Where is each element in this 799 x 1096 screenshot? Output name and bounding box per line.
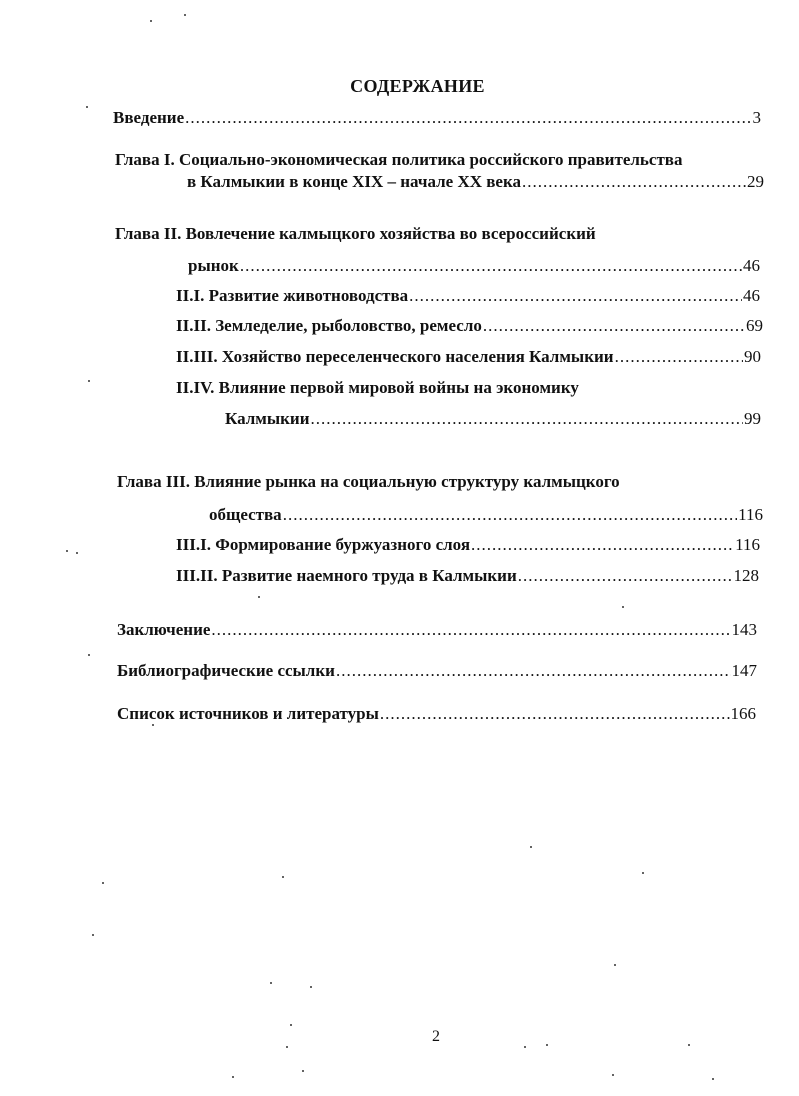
scan-speck <box>546 1044 548 1046</box>
toc-entry-page: 143 <box>731 620 757 639</box>
toc-entry-section-3-1 <box>176 535 760 557</box>
toc-entry-chapter-3-line1: Глава III. Влияние рынка на социальную структуру калмыцкого <box>117 472 620 491</box>
toc-entry-page: 3 <box>752 108 761 127</box>
scan-speck <box>282 876 284 878</box>
toc-entry-page: 147 <box>731 661 757 680</box>
toc-entry-text: Введение <box>113 108 185 127</box>
toc-leader-dots <box>283 505 737 525</box>
toc-leader-dots <box>518 566 733 586</box>
scan-speck <box>286 1046 288 1048</box>
toc-entry-text: в Калмыкии в конце XIX – начале XX века <box>187 172 522 191</box>
toc-entry-section-2-2 <box>176 316 763 338</box>
scan-speck <box>524 1046 526 1048</box>
scan-speck <box>290 1024 292 1026</box>
scan-speck <box>302 1070 304 1072</box>
scan-speck <box>612 1074 614 1076</box>
toc-entry-section-2-3 <box>176 347 761 369</box>
scan-speck <box>66 550 68 552</box>
scan-speck <box>88 654 90 656</box>
scan-speck <box>152 724 154 726</box>
scan-speck <box>92 934 94 936</box>
toc-entry-section-3-2 <box>176 566 759 588</box>
toc-entry-page: 29 <box>747 172 764 191</box>
toc-entry-text: Калмыкии <box>225 409 310 428</box>
toc-entry-page: 128 <box>733 566 759 585</box>
toc-entry-page: 116 <box>735 535 760 554</box>
toc-entry-chapter-3 <box>209 505 763 527</box>
toc-entry-sources-literature <box>117 704 756 726</box>
toc-leader-dots <box>311 409 743 429</box>
toc-entry-text: Заключение <box>117 620 211 639</box>
toc-leader-dots <box>336 661 731 681</box>
scan-speck <box>530 846 532 848</box>
toc-entry-chapter-2 <box>188 256 760 278</box>
scan-speck <box>76 552 78 554</box>
toc-entry-page: 116 <box>738 505 763 524</box>
toc-leader-dots <box>615 347 743 367</box>
toc-entry-text: Список источников и литературы <box>117 704 379 723</box>
scan-speck <box>310 986 312 988</box>
toc-entry-text: Библиографические ссылки <box>117 661 335 680</box>
toc-entry-text: II.III. Хозяйство переселенческого населения Калмыкии <box>176 347 614 366</box>
scan-speck <box>232 1076 234 1078</box>
toc-entry-bibliographic-references <box>117 661 757 683</box>
toc-entry-page: 166 <box>730 704 756 723</box>
toc-entry-text: II.II. Земледелие, рыболовство, ремесло <box>176 316 482 335</box>
toc-entry-chapter-1-line1: Глава I. Социально-экономическая политика российского правительства <box>115 150 683 169</box>
scan-speck <box>622 606 624 608</box>
scan-speck <box>642 872 644 874</box>
toc-entry-page: 46 <box>743 256 760 275</box>
toc-entry-chapter-1 <box>187 172 764 194</box>
toc-entry-page: 90 <box>744 347 761 366</box>
scan-speck <box>88 380 90 382</box>
scan-speck <box>86 106 88 108</box>
toc-entry-section-2-4-line1: II.IV. Влияние первой мировой войны на экономику <box>176 378 579 397</box>
toc-leader-dots <box>185 108 751 128</box>
toc-entry-text: III.II. Развитие наемного труда в Калмыкии <box>176 566 517 585</box>
scan-speck <box>258 596 260 598</box>
toc-entry-page: 46 <box>743 286 760 305</box>
scan-speck <box>102 882 104 884</box>
toc-leader-dots <box>240 256 742 276</box>
toc-entry-conclusion <box>117 620 757 642</box>
page-number: 2 <box>432 1028 440 1045</box>
toc-entry-page: 69 <box>746 316 763 335</box>
scan-speck <box>712 1078 714 1080</box>
toc-leader-dots <box>211 620 730 640</box>
scan-speck <box>184 14 186 16</box>
toc-entry-chapter-2-line1: Глава II. Вовлечение калмыцкого хозяйства во всероссийский <box>115 224 596 243</box>
toc-entry-section-2-1 <box>176 286 760 308</box>
scan-speck <box>150 20 152 22</box>
toc-leader-dots <box>483 316 745 336</box>
scan-speck <box>614 964 616 966</box>
toc-entry-text: рынок <box>188 256 239 275</box>
toc-entry-text: II.I. Развитие животноводства <box>176 286 409 305</box>
page-title: СОДЕРЖАНИЕ <box>350 76 485 96</box>
scan-speck <box>688 1044 690 1046</box>
toc-entry-section-2-4 <box>225 409 761 431</box>
toc-leader-dots <box>522 172 746 192</box>
toc-leader-dots <box>409 286 742 306</box>
toc-entry-page: 99 <box>744 409 761 428</box>
scan-speck <box>270 982 272 984</box>
toc-entry-text: III.I. Формирование буржуазного слоя <box>176 535 471 554</box>
toc-leader-dots <box>380 704 730 724</box>
toc-entry-text: общества <box>209 505 282 524</box>
toc-entry-intro <box>113 108 761 130</box>
toc-leader-dots <box>471 535 734 555</box>
